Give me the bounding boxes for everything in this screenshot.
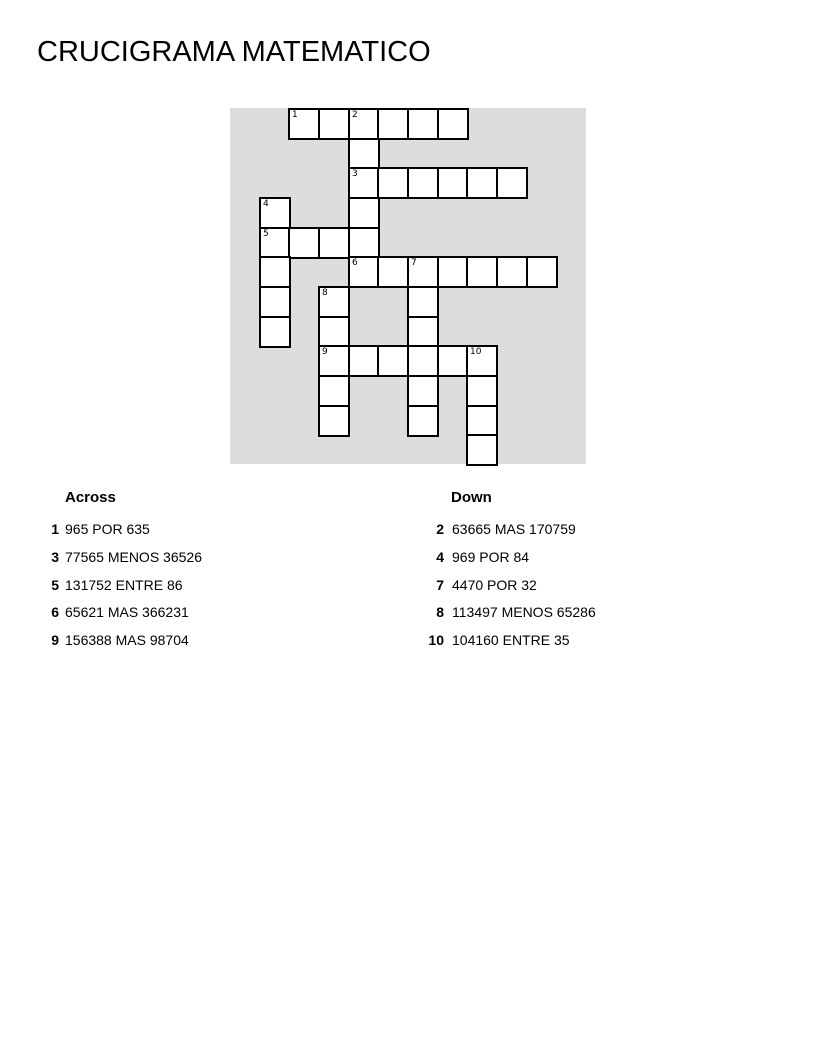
- crossword-cell[interactable]: [466, 434, 498, 466]
- crossword-cell[interactable]: [288, 227, 320, 259]
- crossword-cell[interactable]: [407, 375, 439, 407]
- clue-text: 969 POR 84: [452, 549, 530, 565]
- clue-text: 104160 ENTRE 35: [452, 632, 570, 648]
- crossword-cell[interactable]: [407, 256, 439, 288]
- crossword-cell[interactable]: [466, 256, 498, 288]
- cell-number: 4: [263, 199, 269, 209]
- across-heading: Across: [65, 489, 116, 506]
- crossword-cell[interactable]: [496, 167, 528, 199]
- crossword-cell[interactable]: [348, 197, 380, 229]
- clue-number: 1: [51, 521, 59, 537]
- clue-number: 10: [428, 632, 444, 648]
- crossword-cell[interactable]: [259, 316, 291, 348]
- clue-number: 9: [51, 632, 59, 648]
- crossword-cell[interactable]: [407, 286, 439, 318]
- down-heading: Down: [451, 489, 492, 506]
- crossword-cell[interactable]: [466, 167, 498, 199]
- clue-text: 965 POR 635: [65, 521, 150, 537]
- clue-number: 8: [436, 604, 444, 620]
- crossword-cell[interactable]: [318, 286, 350, 318]
- cell-number: 1: [292, 110, 298, 120]
- clue-number: 7: [436, 577, 444, 593]
- crossword-cell[interactable]: [348, 167, 380, 199]
- clue-text: 4470 POR 32: [452, 577, 537, 593]
- crossword-cell[interactable]: [318, 405, 350, 437]
- crossword-cell[interactable]: [318, 227, 350, 259]
- crossword-cell[interactable]: [348, 108, 380, 140]
- crossword-cell[interactable]: [348, 345, 380, 377]
- clue-text: 156388 MAS 98704: [65, 632, 189, 648]
- crossword-cell[interactable]: [407, 405, 439, 437]
- clue-text: 113497 MENOS 65286: [452, 604, 596, 620]
- crossword-cell[interactable]: [437, 108, 469, 140]
- cell-number: 8: [322, 288, 328, 298]
- crossword-cell[interactable]: [407, 167, 439, 199]
- crossword-cell[interactable]: [466, 405, 498, 437]
- crossword-cell[interactable]: [437, 256, 469, 288]
- crossword-cell[interactable]: [496, 256, 528, 288]
- crossword-cell[interactable]: [259, 227, 291, 259]
- cell-number: 3: [352, 169, 358, 179]
- cell-number: 7: [411, 258, 417, 268]
- clue-text: 65621 MAS 366231: [65, 604, 189, 620]
- crossword-cell[interactable]: [377, 256, 409, 288]
- clue-number: 2: [436, 521, 444, 537]
- crossword-cell[interactable]: [318, 108, 350, 140]
- clue-number: 4: [436, 549, 444, 565]
- crossword-cell[interactable]: [466, 345, 498, 377]
- crossword-cell[interactable]: [348, 227, 380, 259]
- crossword-cell[interactable]: [318, 316, 350, 348]
- crossword-cell[interactable]: [259, 197, 291, 229]
- crossword-cell[interactable]: [526, 256, 558, 288]
- crossword-cell[interactable]: [318, 375, 350, 407]
- crossword-cell[interactable]: [407, 345, 439, 377]
- crossword-cell[interactable]: [377, 167, 409, 199]
- cell-number: 10: [470, 347, 482, 357]
- clue-text: 131752 ENTRE 86: [65, 577, 183, 593]
- crossword-grid: [230, 108, 586, 464]
- crossword-cell[interactable]: [348, 138, 380, 170]
- clue-number: 6: [51, 604, 59, 620]
- clue-text: 77565 MENOS 36526: [65, 549, 202, 565]
- crossword-cell[interactable]: [407, 108, 439, 140]
- clue-number: 3: [51, 549, 59, 565]
- cell-number: 6: [352, 258, 358, 268]
- crossword-cell[interactable]: [466, 375, 498, 407]
- cell-number: 5: [263, 229, 269, 239]
- page-title: CRUCIGRAMA MATEMATICO: [37, 36, 431, 68]
- crossword-cell[interactable]: [437, 167, 469, 199]
- crossword-cell[interactable]: [259, 286, 291, 318]
- clue-number: 5: [51, 577, 59, 593]
- cell-number: 9: [322, 347, 328, 357]
- crossword-cell[interactable]: [288, 108, 320, 140]
- crossword-cell[interactable]: [437, 345, 469, 377]
- clue-text: 63665 MAS 170759: [452, 521, 576, 537]
- crossword-cell[interactable]: [318, 345, 350, 377]
- cell-number: 2: [352, 110, 358, 120]
- crossword-cell[interactable]: [259, 256, 291, 288]
- crossword-cell[interactable]: [377, 345, 409, 377]
- crossword-cell[interactable]: [377, 108, 409, 140]
- crossword-cell[interactable]: [407, 316, 439, 348]
- crossword-cell[interactable]: [348, 256, 380, 288]
